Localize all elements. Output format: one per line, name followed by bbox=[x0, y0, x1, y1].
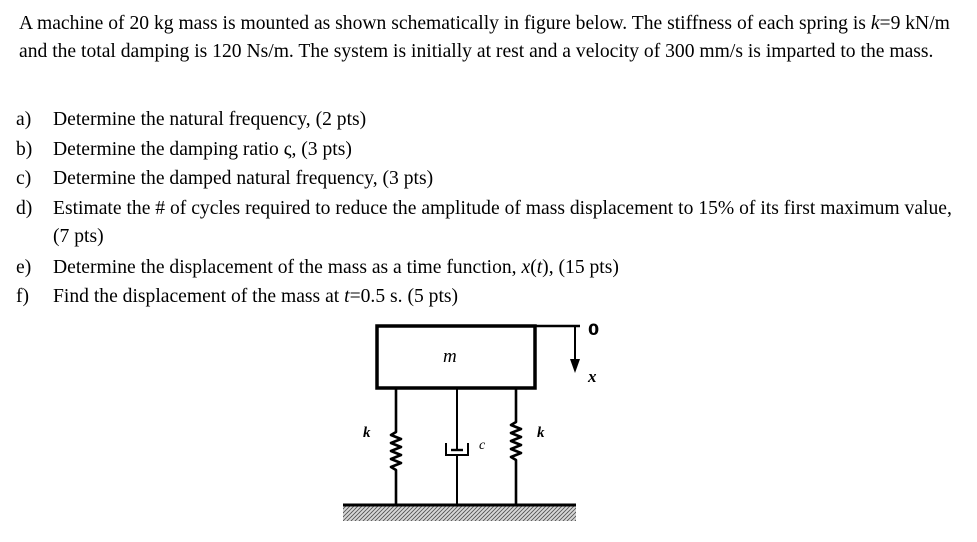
question-label: b) bbox=[16, 138, 33, 160]
question-text: Determine the damped natural frequency, (3 pts) bbox=[53, 168, 434, 189]
question-label: a) bbox=[16, 109, 32, 130]
question-text-part: =0.5 s. (5 pts) bbox=[349, 286, 459, 307]
question-text: Determine the natural frequency, (2 pts) bbox=[53, 109, 367, 130]
question-label: d) bbox=[16, 197, 33, 219]
spring-right-label: k bbox=[537, 425, 545, 441]
intro-text-2: =9 kN/m and the total damping is 120 Ns/m. The system is initially at rest and a velocity of 300 mm/s is imparted to the mass. bbox=[19, 13, 950, 62]
question-text-part: ), (15 pts) bbox=[542, 256, 619, 278]
right-spring bbox=[511, 388, 521, 505]
mass-label: m bbox=[443, 346, 457, 367]
question-label: f) bbox=[16, 286, 30, 307]
question-text: Estimate the # of cycles required to reduce the amplitude of mass displacement to 15% of its first maximum value, (7 pts) bbox=[53, 197, 952, 247]
left-spring bbox=[391, 388, 401, 505]
damper bbox=[446, 388, 468, 505]
reference-label: 0 bbox=[588, 320, 600, 339]
question-text: Determine the damping ratio ς, (3 pts) bbox=[53, 138, 352, 160]
question-text-part: Find the displacement of the mass at bbox=[53, 286, 345, 307]
question-text-part: Determine the displacement of the mass as a time function, bbox=[53, 256, 522, 278]
spring-left-label: k bbox=[363, 425, 371, 441]
question-text-part: ( bbox=[530, 256, 537, 278]
question-label: e) bbox=[16, 256, 32, 278]
intro-text-1: A machine of 20 kg mass is mounted as shown schematically in figure below. The stiffness of each spring is bbox=[19, 13, 871, 34]
question-symbol-t: t bbox=[344, 286, 350, 307]
displacement-arrowhead bbox=[570, 359, 580, 373]
question-symbol-x: x bbox=[521, 256, 531, 278]
question-symbol-t: t bbox=[536, 256, 543, 278]
intro-symbol-k: k bbox=[870, 13, 880, 34]
coordinate-label: x bbox=[588, 367, 597, 386]
damper-label: c bbox=[479, 438, 486, 453]
question-label: c) bbox=[16, 168, 32, 189]
ground-hatching bbox=[343, 505, 576, 521]
